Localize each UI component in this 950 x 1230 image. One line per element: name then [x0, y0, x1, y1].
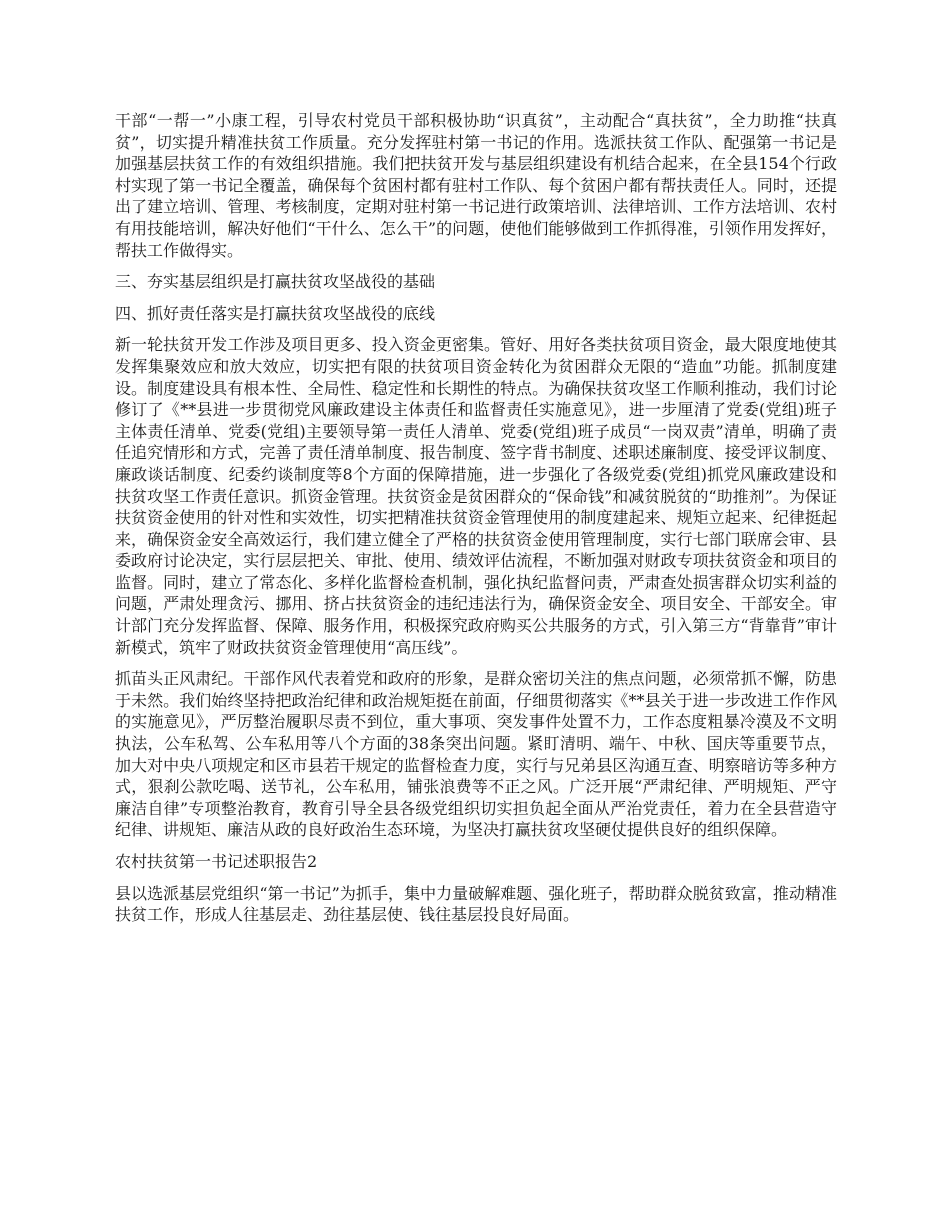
section-heading-four: 四、抓好责任落实是打赢扶贫攻坚战役的底线	[115, 303, 436, 323]
report-title-2: 农村扶贫第一书记述职报告2	[115, 852, 318, 871]
document-page	[115, 110, 837, 936]
paragraph-discipline: 抓苗头正风肃纪。干部作风代表着党和政府的形象，是群众密切关注的焦点问题，必须常抓不懈，防患于未然。我们始终坚持把政治纪律和政治规矩挺在前面，仔细贯彻落实《**县关于进一步改进工作作风的实施意见》，严厉整治履职尽责不到位，重大事项、突发事件处置不力，工作态度粗暴冷漠及不文明执法，公车私驾、公车私用等八个方面的38条突出问题。紧盯清明、端午、中秋、国庆等重要节点，加大对中央八项规定和区市县若干规定的监督检查力度，实行与兄弟县区沟通互查、明察暗访等多种方式，狠刹公款吃喝、送节礼，公车私用，铺张浪费等不正之风。广泛开展“严肃纪律、严明规矩、严守廉洁自律”专项整治教育，教育引导全县各级党组织切实担负起全面从严治党责任，着力在全县营造守纪律、讲规矩、廉洁从政的良好政治生态环境，为坚决打赢扶贫攻坚硬仗提供良好的组织保障。	[115, 669, 837, 840]
paragraph-funds-management: 新一轮扶贫开发工作涉及项目更多、投入资金更密集。管好、用好各类扶贫项目资金，最大限度地使其发挥集聚效应和放大效应，切实把有限的扶贫项目资金转化为贫困群众无限的“造血”功能。抓制度建设。制度建设具有根本性、全局性、稳定性和长期性的特点。为确保扶贫攻坚工作顺利推动，我们讨论修订了《**县进一步贯彻党风廉政建设主体责任和监督责任实施意见》，进一步厘清了党委(党组)班子主体责任清单、党委(党组)主要领导第一责任人清单、党委(党组)班子成员“一岗双责”清单，明确了责任追究情形和方式，完善了责任清单制度、报告制度、签字背书制度、述职述廉制度、接受评议制度、廉政谈话制度、纪委约谈制度等8个方面的保障措施，进一步强化了各级党委(党组)抓党风廉政建设和扶贫攻坚工作责任意识。抓资金管理。扶贫资金是贫困群众的“保命钱”和减贫脱贫的“助推剂”。为保证扶贫资金使用的针对性和实效性，切实把精准扶贫资金管理使用的制度建起来、规矩立起来、纪律挺起来，确保资金安全高效运行，我们建立健全了严格的扶贫资金使用管理制度，实行七部门联席会审、县委政府讨论决定，实行层层把关、审批、使用、绩效评估流程，不断加强对财政专项扶贫资金和项目的监督。同时，建立了常态化、多样化监督检查机制，强化执纪监督问责，严肃查处损害群众切实利益的问题，严肃处理贪污、挪用、挤占扶贫资金的违纪违法行为，确保资金安全、项目安全、干部安全。审计部门充分发挥监督、保障、服务作用，积极探究政府购买公共服务的方式，引入第三方“背靠背”审计新模式，筑牢了财政扶贫资金管理使用“高压线”。	[115, 335, 837, 657]
paragraph-report-2-intro: 县以选派基层党组织“第一书记”为抓手，集中力量破解难题、强化班子，帮助群众脱贫致富，推动精准扶贫工作，形成人往基层走、劲往基层使、钱往基层投良好局面。	[115, 883, 837, 925]
paragraph-first-secretary-role: 干部“一帮一”小康工程，引导农村党员干部积极协助“识真贫”，主动配合“真扶贫”，全力助推“扶真贫”，切实提升精准扶贫工作质量。充分发挥驻村第一书记的作用。选派扶贫工作队、配强第一书记是加强基层扶贫工作的有效组织措施。我们把扶贫开发与基层组织建设有机结合起来，在全县154个行政村实现了第一书记全覆盖，确保每个贫困村都有驻村工作队、每个贫困户都有帮扶责任人。同时，还提出了建立培训、管理、考核制度，定期对驻村第一书记进行政策培训、法律培训、工作方法培训、农村有用技能培训，解决好他们“干什么、怎么干”的问题，使他们能够做到工作抓得准，引领作用发挥好，帮扶工作做得实。	[115, 111, 837, 260]
section-heading-three: 三、夯实基层组织是打赢扶贫攻坚战役的基础	[115, 272, 436, 292]
